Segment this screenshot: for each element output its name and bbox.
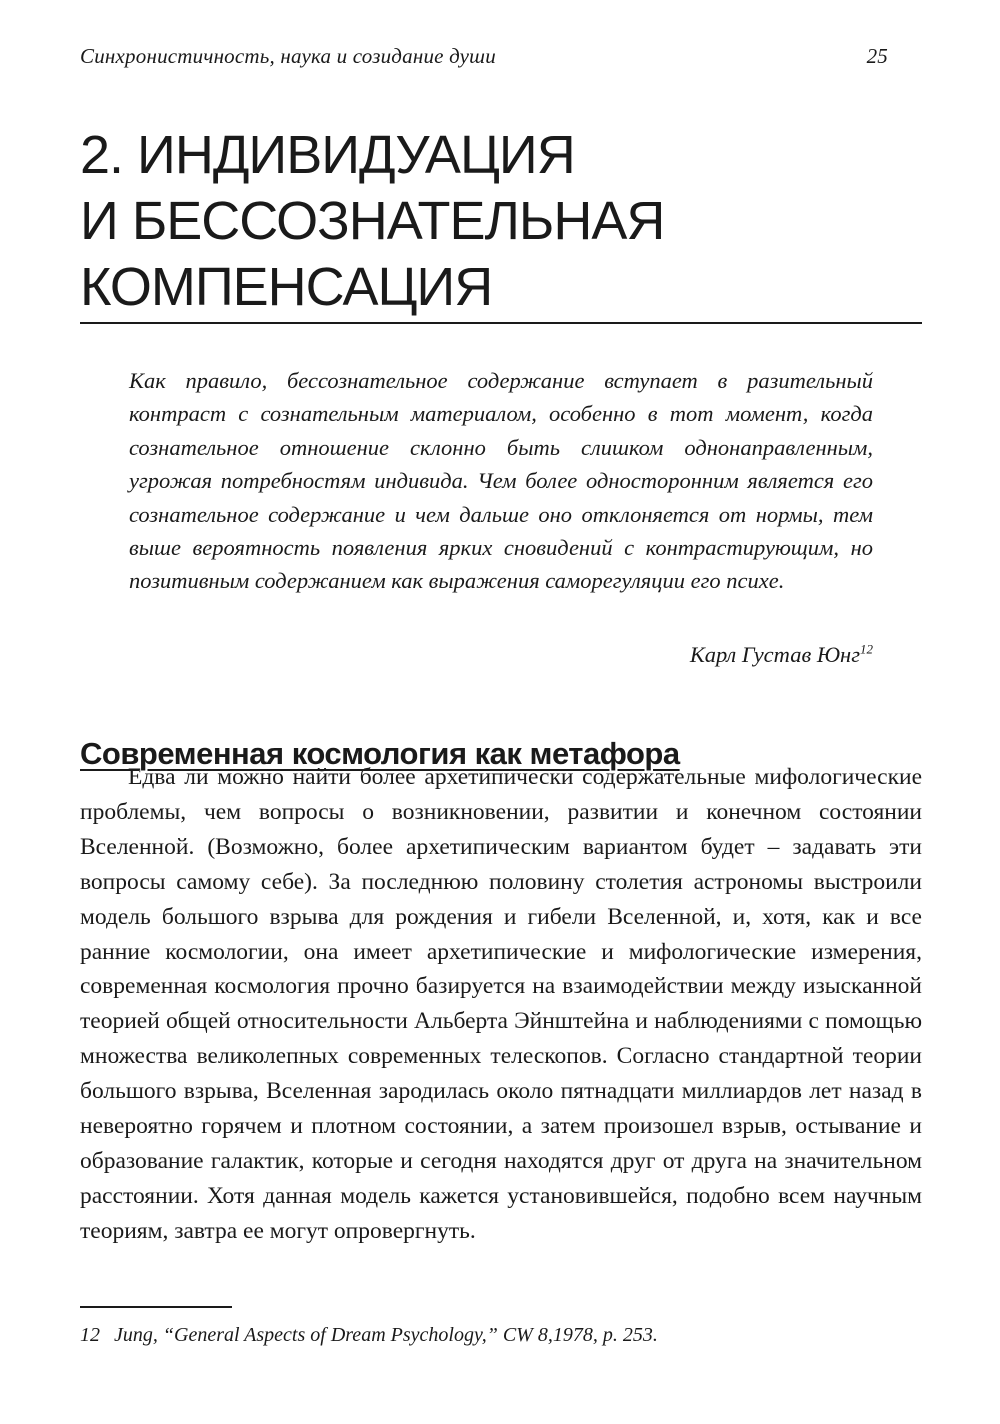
body-text [80, 760, 922, 1249]
epigraph-attribution [129, 642, 873, 668]
footnote [80, 1324, 922, 1347]
chapter-title-line-3: КОМПЕНСАЦИЯ [80, 257, 493, 318]
chapter-title-line-1: 2. ИНДИВИДУАЦИЯ [80, 125, 575, 186]
running-head [80, 44, 888, 69]
page-number: 25 [866, 44, 888, 68]
chapter-title-line-2: И БЕССОЗНАТЕЛЬНАЯ [80, 191, 665, 252]
footnote-text: Jung, “General Aspects of Dream Psychology,” CW 8,1978, p. 253. [114, 1324, 658, 1346]
footnote-reference[interactable]: 12 [860, 641, 873, 657]
running-head-title: Синхронистичность, наука и созидание души [80, 44, 496, 68]
body-paragraph: Едва ли можно найти более архетипически содержательные мифологические проблемы, чем вопросы о возникновении, развитии и конечном состоянии Вселенной. (Возможно, более архетипическим вариантом будет – задавать эти вопросы самому себе). За последнюю половину столетия астрономы выстроили модель большого взрыва для рождения и гибели Вселенной, и, хотя, как и все ранние космологии, она имеет архетипические и мифологические измерения, современная космология прочно базируется на взаимодействии между изысканной теорией общей относительности Альберта Эйнштейна и наблюдениями с помощью множества великолепных современных телескопов. Согласно стандартной теории большого взрыва, Вселенная зародилась около пятнадцати миллиардов лет назад в невероятно горячем и плотном состоянии, а затем произошел взрыв, остывание и образование галактик, которые и сегодня находятся друг от друга на значительном расстоянии. Хотя данная модель кажется установившейся, подобно всем научным теориям, завтра ее могут опровергнуть. [80, 764, 922, 1244]
section-heading: Современная космология как метафора [80, 735, 680, 771]
footnote-number: 12 [80, 1324, 100, 1346]
footnote-divider [80, 1306, 232, 1308]
epigraph [129, 364, 873, 598]
chapter-title [80, 122, 922, 324]
epigraph-author: Карл Густав Юнг [689, 642, 860, 667]
epigraph-text: Как правило, бессознательное содержание вступает в разительный контраст с сознательным материалом, особенно в тот момент, когда сознательное отношение склонно быть слишком однонаправленным, угрожая потребностям индивида. Чем более односторонним является его сознательное содержание и чем дальше оно отклоняется от нормы, тем выше вероятность появления ярких сновидений с контрастирующим, но позитивным содержанием как выражения саморегуляции его психе. [129, 368, 873, 594]
